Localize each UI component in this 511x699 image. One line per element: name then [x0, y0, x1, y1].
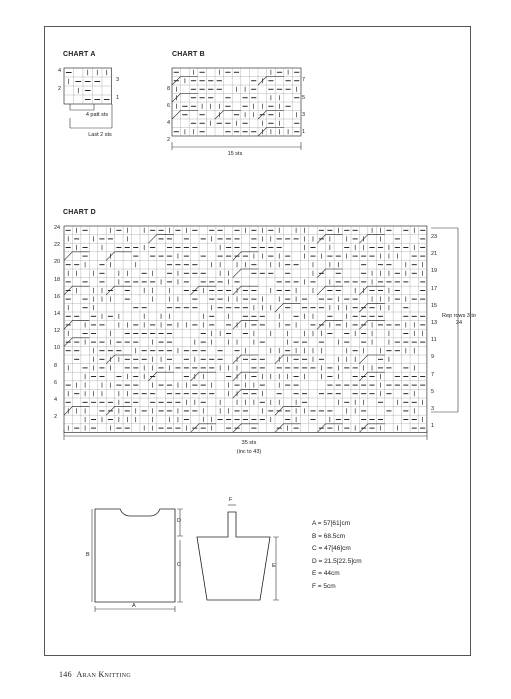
measurement-d: D = 21.5[22.5]cm [312, 557, 362, 565]
chart-d-row-4: 4 [54, 397, 58, 403]
chart-b-row-2: 2 [167, 137, 171, 143]
measurement-e: E = 44cm [312, 570, 340, 578]
chart-d-row-10: 10 [54, 345, 61, 352]
chart-d-row-15: 15 [431, 302, 438, 309]
schematic-label-a: A [132, 603, 136, 609]
chart-a-row-4: 4 [58, 68, 62, 74]
chart-b-row-6: 6 [167, 103, 171, 109]
running-title: Aran Knitting [76, 670, 131, 679]
measurement-f: F = 5cm [312, 582, 336, 590]
chart-a-row-2: 2 [58, 86, 62, 92]
chart-d-row-17: 17 [431, 285, 438, 292]
chart-d-row-5: 5 [431, 388, 435, 395]
chart-d-row-3: 3 [431, 406, 435, 412]
chart-d-title: CHART D [63, 209, 96, 216]
chart-d-row-14: 14 [54, 311, 61, 317]
chart-a-patt-bracket [70, 104, 94, 110]
chart-d-grid [64, 226, 427, 432]
chart-d-row-9: 9 [431, 354, 435, 361]
chart-b-row-1: 1 [302, 129, 306, 135]
chart-d-row-6: 6 [54, 379, 58, 386]
chart-b-width-label: 15 sts [227, 151, 243, 157]
schematic-label-b: B [86, 552, 90, 558]
chart-b-width-bracket [172, 142, 301, 150]
chart-d-row-12: 12 [54, 328, 61, 335]
schematic-sleeve [197, 505, 279, 600]
chart-b-grid [172, 68, 301, 136]
measurement-c: C = 47[46]cm [312, 545, 351, 553]
chart-d-row-7: 7 [431, 371, 435, 378]
schematic-label-e: E [272, 563, 276, 569]
measurement-legend [312, 518, 362, 594]
measurement-a: A = 57[61]cm [312, 520, 351, 527]
schematic-body [92, 509, 183, 612]
chart-d-row-11: 11 [431, 337, 437, 344]
schematic-label-c: C [177, 562, 181, 568]
schematic-label-d: D [177, 518, 181, 524]
chart-d-row-20: 20 [54, 259, 61, 266]
chart-a-last-label: Last 2 sts [88, 132, 112, 138]
chart-b-title: CHART B [172, 51, 205, 58]
chart-d-row-18: 18 [54, 276, 61, 283]
chart-b-row-5: 5 [302, 95, 306, 101]
chart-d-row-8: 8 [54, 362, 58, 369]
schematic-label-f: F [229, 497, 233, 503]
chart-a-row-1: 1 [116, 95, 120, 101]
chart-a-row-3: 3 [116, 77, 120, 83]
chart-d-rep-label: Rep rows 3 to 24 [442, 313, 476, 326]
chart-d-row-22: 22 [54, 242, 61, 249]
chart-d-width-sub: (inc to 43) [236, 449, 262, 455]
chart-b-row-8: 8 [167, 86, 171, 92]
chart-d-row-16: 16 [54, 293, 61, 300]
chart-a-patt-label: 4 patt sts [85, 112, 109, 118]
chart-d-rep-bracket [431, 228, 458, 412]
chart-b-row-7: 7 [302, 77, 306, 83]
chart-b-row-3: 3 [302, 112, 306, 118]
chart-d-row-24: 24 [54, 225, 61, 231]
chart-d-row-13: 13 [431, 320, 438, 326]
chart-d-row-1: 1 [431, 423, 435, 430]
chart-a-last-bracket [70, 104, 112, 128]
measurement-b: B = 68.5cm [312, 532, 346, 540]
chart-d-row-2: 2 [54, 414, 58, 421]
page-number: 146 [59, 670, 72, 679]
chart-d-row-19: 19 [431, 268, 438, 275]
chart-a-title: CHART A [63, 51, 96, 58]
chart-d-width-label: 35 sts [241, 440, 257, 446]
chart-b-row-4: 4 [167, 120, 171, 126]
chart-d-row-23: 23 [431, 234, 438, 240]
page-footer [59, 670, 131, 679]
chart-d-row-21: 21 [431, 251, 438, 258]
chart-a-grid [64, 68, 112, 104]
